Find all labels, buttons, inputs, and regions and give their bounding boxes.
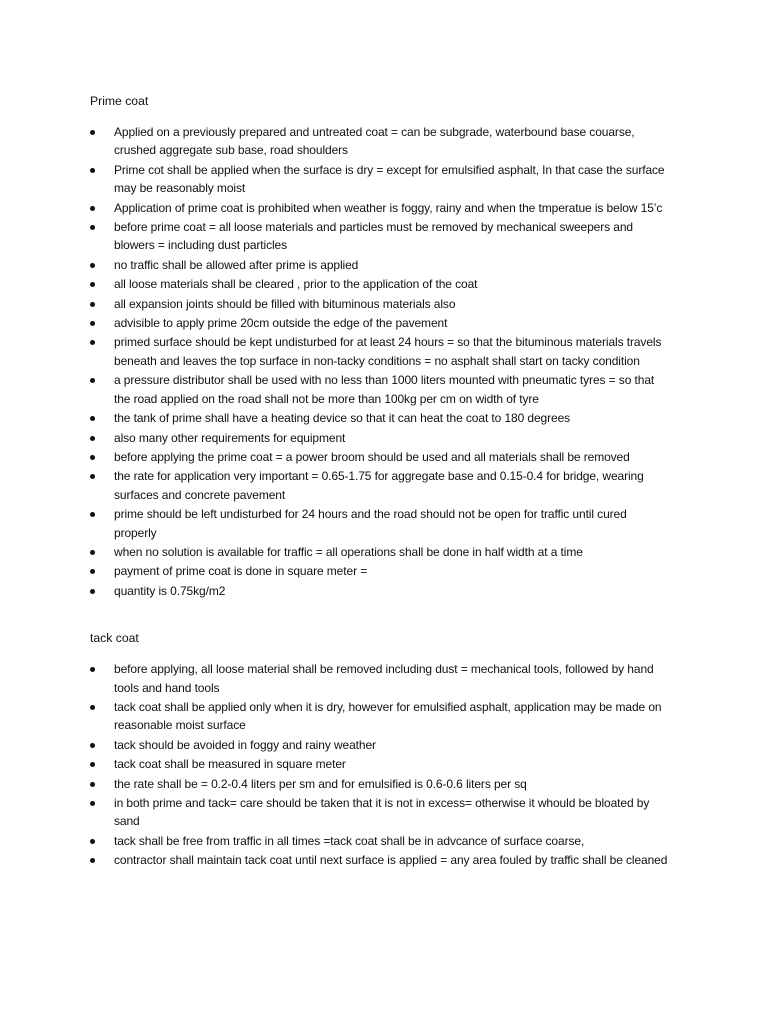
bullet-icon: [90, 455, 95, 460]
list-item: [90, 333, 668, 370]
list-item: [90, 275, 668, 293]
list-item-text: quantity is 0.75kg/m2: [114, 583, 226, 598]
bullet-icon: [90, 782, 95, 787]
section-heading-prime-coat: Prime coat: [90, 94, 149, 108]
list-item: [90, 698, 668, 735]
list-item: [90, 794, 668, 831]
bullet-icon: [90, 321, 95, 326]
list-item: [90, 851, 668, 869]
list-item-text: advisible to apply prime 20cm outside the edge of the pavement: [114, 316, 448, 331]
bullet-icon: [90, 130, 95, 135]
list-item: [90, 775, 668, 793]
list-item: [90, 467, 668, 504]
list-item-text: before prime coat = all loose materials and particles must be removed by mechanical sweepers and blowers = including dust particles: [114, 220, 633, 253]
list-item: [90, 371, 668, 408]
list-item: [90, 409, 668, 427]
bullet-icon: [90, 743, 95, 748]
bullet-icon: [90, 225, 95, 230]
list-item-text: primed surface should be kept undisturbed for at least 24 hours = so that the bituminous materials travels beneath and leaves the top surface in non-tacky conditions = no asphalt shall start on tacky condition: [114, 335, 662, 368]
bullet-icon: [90, 206, 95, 211]
list-item-text: all expansion joints should be filled with bituminous materials also: [114, 296, 456, 311]
list-item: [90, 660, 668, 697]
bullet-icon: [90, 762, 95, 767]
list-item: [90, 448, 668, 466]
list-item: [90, 429, 668, 447]
bullet-icon: [90, 263, 95, 268]
bullet-icon: [90, 801, 95, 806]
list-item: [90, 832, 668, 850]
bullet-icon: [90, 282, 95, 287]
list-item-text: the tank of prime shall have a heating device so that it can heat the coat to 180 degrees: [114, 411, 571, 426]
list-item: [90, 314, 668, 332]
list-item-text: tack shall be free from traffic in all times =tack coat shall be in advcance of surface coarse,: [114, 833, 585, 848]
list-item: [90, 505, 668, 542]
bullet-icon: [90, 168, 95, 173]
list-item: [90, 256, 668, 274]
list-item-text: Application of prime coat is prohibited when weather is foggy, rainy and when the tmperatue is below 15’c: [114, 200, 663, 215]
list-item-text: contractor shall maintain tack coat until next surface is applied = any area fouled by traffic shall be cleaned: [114, 853, 668, 868]
bullet-icon: [90, 340, 95, 345]
list-item-text: tack coat shall be applied only when it is dry, however for emulsified asphalt, application may be made on reasonable moist surface: [114, 699, 662, 733]
bullet-icon: [90, 858, 95, 863]
bullet-icon: [90, 705, 95, 710]
list-item: [90, 562, 668, 580]
bullet-icon: [90, 667, 95, 672]
list-item-text: when no solution is available for traffic = all operations shall be done in half width at a time: [114, 544, 583, 559]
list-item-text: also many other requirements for equipment: [114, 430, 346, 445]
bullet-icon: [90, 416, 95, 421]
list-item-text: before applying, all loose material shall be removed including dust = mechanical tools, followed by hand tools and hand tools: [114, 662, 654, 695]
list-item: [90, 755, 668, 773]
list-item-text: payment of prime coat is done in square meter =: [114, 564, 368, 579]
tack-coat-list: [90, 660, 668, 869]
list-item: [90, 543, 668, 561]
list-item-text: Applied on a previously prepared and untreated coat = can be subgrade, waterbound base couarse, crushed aggregate sub base, road shoulders: [114, 125, 635, 158]
list-item-text: before applying the prime coat = a power broom should be used and all materials shall be removed: [114, 449, 630, 464]
bullet-icon: [90, 436, 95, 441]
list-item-text: all loose materials shall be cleared , prior to the application of the coat: [114, 277, 478, 292]
bullet-icon: [90, 302, 95, 307]
bullet-icon: [90, 474, 95, 479]
bullet-icon: [90, 839, 95, 844]
list-item: [90, 199, 668, 217]
list-item: [90, 161, 668, 198]
list-item: [90, 736, 668, 754]
list-item-text: no traffic shall be allowed after prime is applied: [114, 257, 359, 272]
list-item-text: Prime cot shall be applied when the surface is dry = except for emulsified asphalt, In that case the surface may be reasonably moist: [114, 162, 665, 196]
section-heading-tack-coat: tack coat: [90, 631, 139, 646]
bullet-icon: [90, 589, 95, 594]
list-item-text: the rate for application very important = 0.65-1.75 for aggregate base and 0.15-0.4 for bridge, wearing surfaces and concrete pavement: [114, 469, 644, 502]
prime-coat-list: [90, 123, 668, 600]
bullet-icon: [90, 378, 95, 383]
list-item: [90, 295, 668, 313]
list-item-text: a pressure distributor shall be used with no less than 1000 liters mounted with pneumatic tyres = so that the road applied on the road shall not be more than 100kg per cm on width of tyre: [114, 373, 655, 406]
list-item-text: tack coat shall be measured in square meter: [114, 757, 346, 772]
bullet-icon: [90, 512, 95, 517]
list-item: [90, 582, 668, 600]
list-item-text: prime should be left undisturbed for 24 hours and the road should not be open for traffic until cured properly: [114, 507, 627, 540]
list-item: [90, 218, 668, 255]
list-item-text: tack should be avoided in foggy and rainy weather: [114, 737, 376, 752]
list-item: [90, 123, 668, 160]
bullet-icon: [90, 569, 95, 574]
list-item-text: in both prime and tack= care should be taken that it is not in excess= otherwise it whould be bloated by sand: [114, 796, 650, 829]
bullet-icon: [90, 550, 95, 555]
list-item-text: the rate shall be = 0.2-0.4 liters per sm and for emulsified is 0.6-0.6 liters per sq: [114, 776, 527, 791]
